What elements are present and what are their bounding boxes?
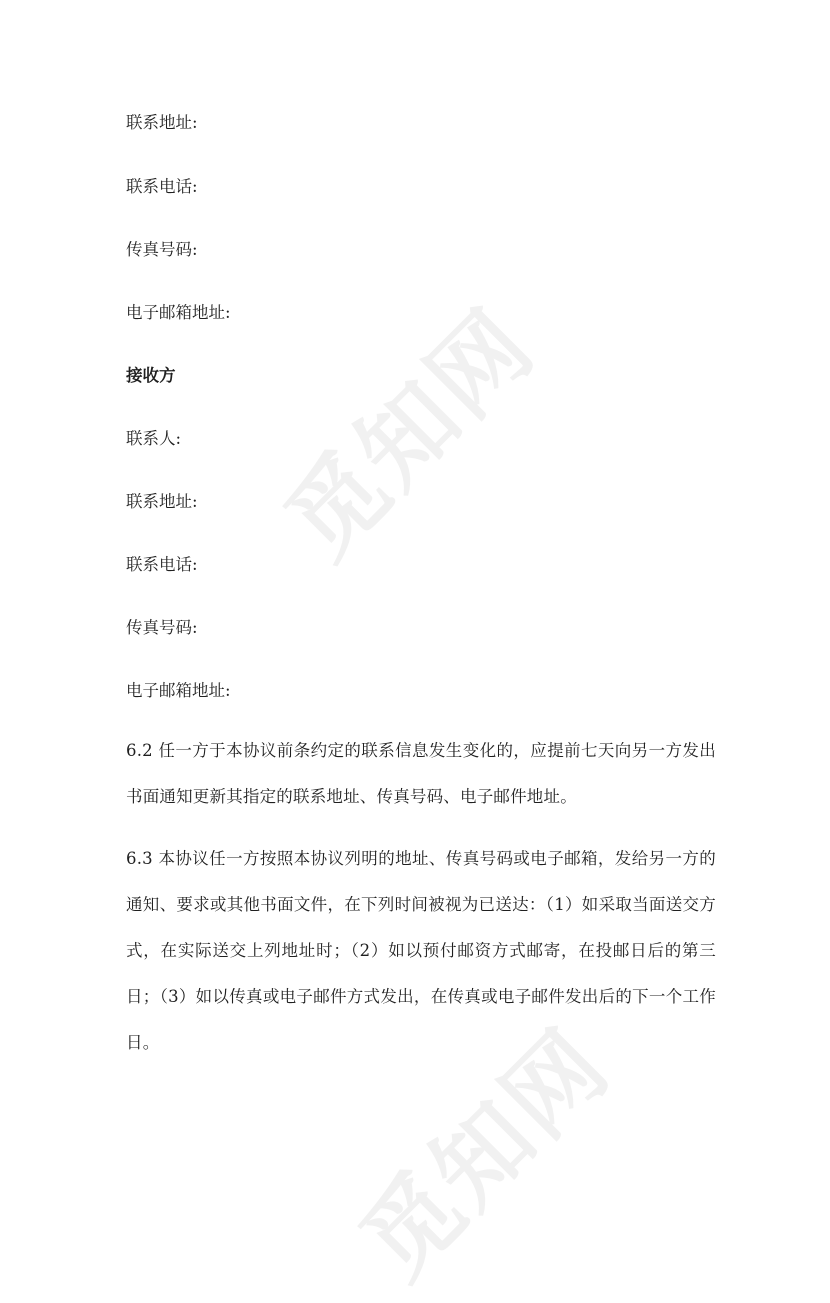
clause-6-2: 6.2 任一方于本协议前条约定的联系信息发生变化的，应提前七天向另一方发出书面通知更新其指定的联系地址、传真号码、电子邮件地址。 xyxy=(126,741,716,806)
sender-phone-field: 联系电话: xyxy=(126,177,198,196)
receiver-phone-field: 联系电话: xyxy=(126,555,198,574)
sender-address-field: 联系地址: xyxy=(126,113,198,132)
watermark: 觅知网 xyxy=(264,288,556,580)
receiver-contact-field: 联系人: xyxy=(126,429,182,448)
receiver-email-field: 电子邮箱地址: xyxy=(126,681,231,700)
receiver-address-field: 联系地址: xyxy=(126,492,198,511)
receiver-fax-field: 传真号码: xyxy=(126,618,198,637)
clause-6-3: 6.3 本协议任一方按照本协议列明的地址、传真号码或电子邮箱，发给另一方的通知、要求或其他书面文件，在下列时间被视为已送达：（1）如采取当面送交方式，在实际送交上列地址时；（2）如以预付邮资方式邮寄，在投邮日后的第三日；（3）如以传真或电子邮件方式发出，在传真或电子邮件发出后的下一个工作日。 xyxy=(126,849,716,1052)
sender-email-field: 电子邮箱地址: xyxy=(126,303,231,322)
receiver-heading: 接收方 xyxy=(126,366,176,385)
sender-fax-field: 传真号码: xyxy=(126,240,198,259)
watermark: 觅知网 xyxy=(339,1008,631,1300)
